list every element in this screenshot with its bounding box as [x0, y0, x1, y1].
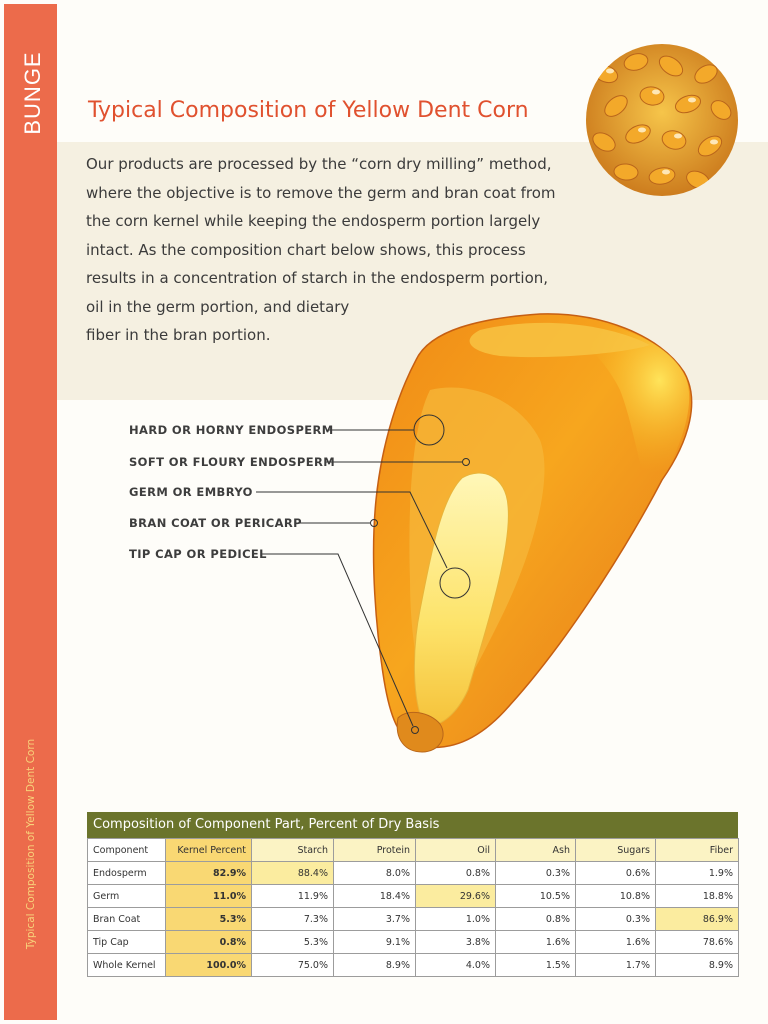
cell-sugars: 1.7%: [576, 954, 656, 977]
table-row: [88, 908, 739, 931]
label-hard-endosperm: HARD OR HORNY ENDOSPERM: [129, 423, 334, 437]
intro-line: where the objective is to remove the germ and bran coat from: [86, 183, 556, 202]
cell-starch: 5.3%: [252, 931, 334, 954]
cell-component: Endosperm: [88, 862, 166, 885]
cell-fiber: 8.9%: [656, 954, 739, 977]
cell-oil: 0.8%: [416, 862, 496, 885]
cell-kernel-percent: 100.0%: [166, 954, 252, 977]
cell-sugars: 10.8%: [576, 885, 656, 908]
cell-component: Whole Kernel: [88, 954, 166, 977]
intro-line: fiber in the bran portion.: [86, 326, 271, 344]
cell-kernel-percent: 11.0%: [166, 885, 252, 908]
table-row: [88, 862, 739, 885]
header-starch: Starch: [252, 839, 334, 862]
cell-ash: 0.8%: [496, 908, 576, 931]
cell-starch: 75.0%: [252, 954, 334, 977]
label-tip-cap: TIP CAP OR PEDICEL: [129, 547, 267, 561]
cell-component: Tip Cap: [88, 931, 166, 954]
cell-protein: 8.9%: [334, 954, 416, 977]
brand-name: BUNGE: [20, 51, 45, 135]
header-kernel-percent: Kernel Percent: [166, 839, 252, 862]
intro-line: results in a concentration of starch in the endosperm portion,: [86, 269, 549, 287]
header-protein: Protein: [334, 839, 416, 862]
intro-line: Our products are processed by the “corn dry milling” method,: [86, 155, 552, 173]
page-title: Typical Composition of Yellow Dent Corn: [88, 98, 529, 123]
intro-line: the corn kernel while keeping the endosperm portion largely: [86, 212, 541, 230]
cell-protein: 9.1%: [334, 931, 416, 954]
table-header-row: [88, 839, 739, 862]
cell-oil: 4.0%: [416, 954, 496, 977]
cell-protein: 8.0%: [334, 862, 416, 885]
label-germ: GERM OR EMBRYO: [129, 485, 253, 499]
table-row: [88, 954, 739, 977]
cell-starch: 11.9%: [252, 885, 334, 908]
cell-fiber: 86.9%: [656, 908, 739, 931]
header-sugars: Sugars: [576, 839, 656, 862]
cell-protein: 3.7%: [334, 908, 416, 931]
intro-line: oil in the germ portion, and dietary: [86, 297, 350, 316]
cell-component: Bran Coat: [88, 908, 166, 931]
cell-sugars: 0.6%: [576, 862, 656, 885]
cell-protein: 18.4%: [334, 885, 416, 908]
cell-kernel-percent: 0.8%: [166, 931, 252, 954]
cell-ash: 0.3%: [496, 862, 576, 885]
cell-component: Germ: [88, 885, 166, 908]
cell-fiber: 18.8%: [656, 885, 739, 908]
header-fiber: Fiber: [656, 839, 739, 862]
cell-fiber: 78.6%: [656, 931, 739, 954]
cell-oil: 3.8%: [416, 931, 496, 954]
header-oil: Oil: [416, 839, 496, 862]
header-component: Component: [88, 839, 166, 862]
table-row: [88, 931, 739, 954]
label-bran-coat: BRAN COAT OR PERICARP: [129, 516, 302, 530]
header-ash: Ash: [496, 839, 576, 862]
intro-line: intact. As the composition chart below shows, this process: [86, 240, 526, 259]
sidebar-caption: Typical Composition of Yellow Dent Corn: [25, 738, 37, 950]
label-soft-endosperm: SOFT OR FLOURY ENDOSPERM: [129, 455, 336, 469]
table-row: [88, 885, 739, 908]
cell-ash: 10.5%: [496, 885, 576, 908]
cell-oil: 29.6%: [416, 885, 496, 908]
cell-ash: 1.5%: [496, 954, 576, 977]
table-title: Composition of Component Part, Percent of Dry Basis: [87, 812, 738, 838]
cell-kernel-percent: 5.3%: [166, 908, 252, 931]
cell-starch: 7.3%: [252, 908, 334, 931]
cell-starch: 88.4%: [252, 862, 334, 885]
cell-sugars: 1.6%: [576, 931, 656, 954]
cell-oil: 1.0%: [416, 908, 496, 931]
composition-table: [87, 838, 739, 977]
composition-table-section: [87, 812, 738, 977]
cell-fiber: 1.9%: [656, 862, 739, 885]
cell-kernel-percent: 82.9%: [166, 862, 252, 885]
cell-ash: 1.6%: [496, 931, 576, 954]
cell-sugars: 0.3%: [576, 908, 656, 931]
